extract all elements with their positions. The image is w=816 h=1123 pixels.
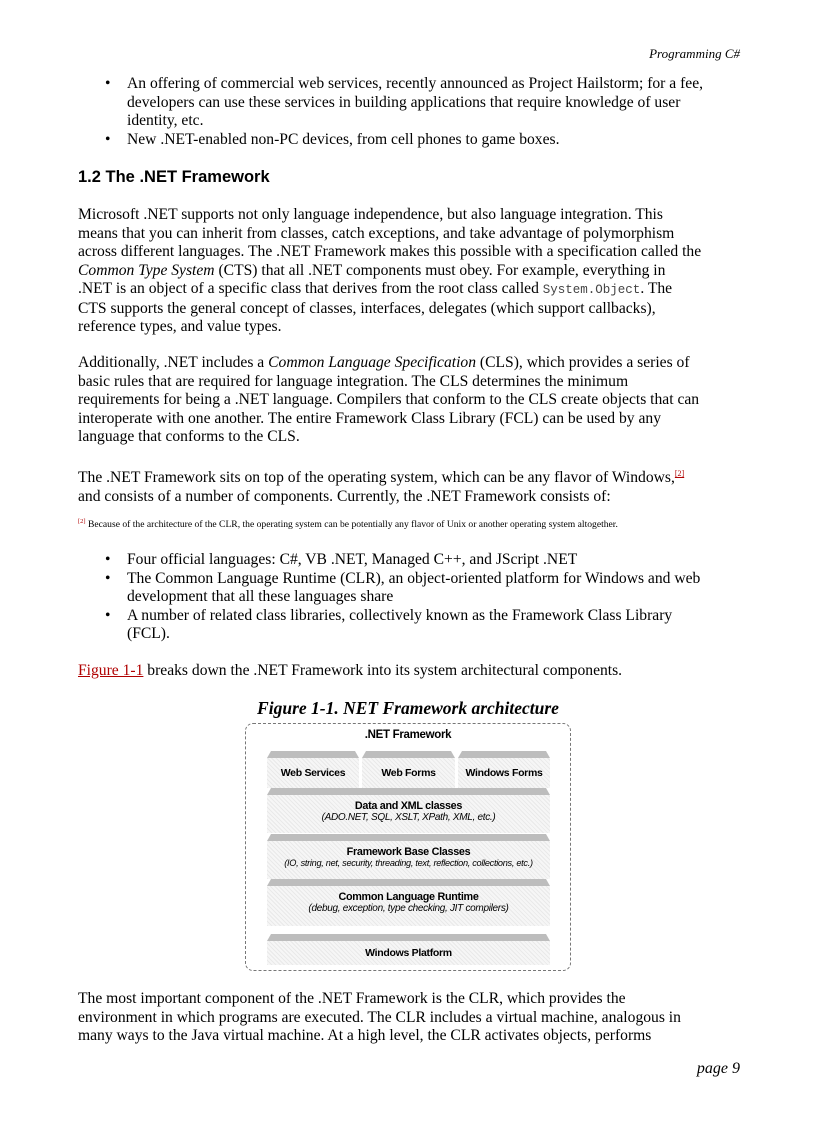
text-line — [78, 262, 701, 281]
page-number: page 9 — [696, 1060, 740, 1077]
block-data-xml — [267, 795, 550, 833]
figure-caption: Figure 1-1. NET Framework architecture — [257, 698, 559, 718]
text-segment: breaks down the .NET Framework into its system architectural components. — [143, 662, 623, 679]
text-segment: The .NET Framework sits on top of the operating system, which can be any flavor of Windows, — [78, 469, 675, 487]
text-segment: Common Language Specification — [268, 354, 477, 371]
block-clr-sub: (debug, exception, type checking, JIT compilers) — [308, 903, 509, 914]
bullet-icon: • — [105, 606, 111, 624]
text-segment: (CLS), which provides a series of — [476, 354, 690, 371]
text-segment: (CTS) that all .NET components must obey. For example, everything in — [214, 261, 666, 279]
text-line: and consists of a number of components. Currently, the .NET Framework consists of: — [78, 487, 611, 505]
text-line: (FCL). — [127, 625, 170, 642]
paragraph-figure-ref — [78, 662, 622, 681]
list-item — [105, 130, 703, 150]
block-windows-forms: Windows Forms — [458, 758, 550, 788]
net-framework-diagram — [245, 723, 571, 971]
bullet-icon: • — [105, 569, 111, 587]
text-line: Four official languages: C#, VB .NET, Managed C++, and JScript .NET — [127, 551, 578, 568]
block-web-services: Web Services — [267, 758, 359, 788]
text-segment: . The — [640, 280, 673, 297]
block-base-classes-title: Framework Base Classes — [346, 846, 471, 858]
block-web-forms: Web Forms — [362, 758, 455, 788]
diagram-title: .NET Framework — [364, 729, 452, 741]
paragraph-cts — [78, 206, 701, 337]
text-line: identity, etc. — [127, 112, 204, 129]
bullet-icon: • — [105, 75, 111, 92]
text-segment: .NET is an object of a specific class that derives from the root class called — [78, 280, 543, 297]
block-base-classes-sub: (IO, string, net, security, threading, text, reflection, collections, etc.) — [284, 858, 533, 868]
text-line: An offering of commercial web services, recently announced as Project Hailstorm; for a fee, — [127, 75, 704, 92]
text-line — [78, 280, 701, 300]
block-clr-title: Common Language Runtime — [338, 891, 479, 903]
text-line: reference types, and value types. — [78, 318, 282, 335]
bullet-list-top — [105, 75, 704, 149]
footnote-marker: [2] — [78, 518, 86, 525]
paragraph-clr — [78, 990, 681, 1046]
text-segment: Additionally, .NET includes a — [78, 354, 269, 371]
bullet-list-components — [105, 551, 701, 644]
block-data-xml-title: Data and XML classes — [354, 800, 463, 812]
text-line — [78, 662, 622, 681]
text-line: interoperate with one another. The entire Framework Class Library (FCL) can be used by any — [78, 409, 661, 427]
text-line: environment in which programs are executed. The CLR includes a virtual machine, analogous in — [78, 1008, 681, 1026]
section-heading: 1.2 The .NET Framework — [78, 168, 270, 186]
text-line: New .NET-enabled non-PC devices, from cell phones to game boxes. — [127, 130, 560, 148]
text-line: basic rules that are required for language integration. The CLS determines the minimum — [78, 372, 629, 390]
bullet-icon: • — [105, 130, 111, 148]
text-line: The most important component of the .NET Framework is the CLR, which provides the — [78, 990, 626, 1007]
list-item — [105, 606, 700, 644]
text-line: developers can use these services in building applications that require knowledge of user — [127, 93, 681, 111]
text-line: Microsoft .NET supports not only language independence, but also language integration. This — [78, 206, 663, 223]
figure-link[interactable]: Figure 1-1 — [78, 662, 144, 679]
text-line: requirements for being a .NET language. Compilers that conform to the CLS create objects that can — [78, 391, 700, 408]
text-line: language that conforms to the CLS. — [78, 428, 300, 445]
paragraph-cls — [78, 354, 699, 447]
text-line: CTS supports the general concept of classes, interfaces, delegates (which support callbacks), — [78, 299, 656, 317]
block-data-xml-sub: (ADO.NET, SQL, XSLT, XPath, XML, etc.) — [321, 812, 496, 823]
text-line: development that all these languages share — [127, 588, 394, 605]
footnote-text: Because of the architecture of the CLR, the operating system can be potentially any flavor of Unix or another operating system altogether. — [85, 519, 618, 531]
text-line: across different languages. The .NET Framework makes this possible with a specification called the — [78, 243, 702, 260]
text-line: The Common Language Runtime (CLR), an object-oriented platform for Windows and web — [127, 569, 701, 587]
text-line: many ways to the Java virtual machine. At a high level, the CLR activates objects, performs — [78, 1027, 652, 1044]
text-line: A number of related class libraries, collectively known as the Framework Class Library — [127, 606, 673, 624]
block-base-classes — [267, 841, 550, 879]
list-item — [105, 569, 701, 607]
bullet-icon: • — [105, 551, 111, 568]
text-line — [78, 465, 684, 488]
block-clr — [267, 886, 550, 926]
text-segment: Common Type System — [78, 261, 215, 279]
text-line: means that you can inherit from classes, catch exceptions, and take advantage of polymorphism — [78, 224, 675, 242]
list-item — [105, 551, 700, 570]
block-windows-platform: Windows Platform — [267, 941, 550, 965]
footnote — [78, 518, 618, 530]
paragraph-os — [78, 465, 684, 506]
footnote-ref-link[interactable]: [2] — [674, 469, 685, 478]
text-line — [78, 354, 699, 373]
running-head: Programming C# — [649, 46, 740, 61]
list-item — [105, 75, 704, 131]
inline-code: System.Object — [542, 283, 641, 297]
